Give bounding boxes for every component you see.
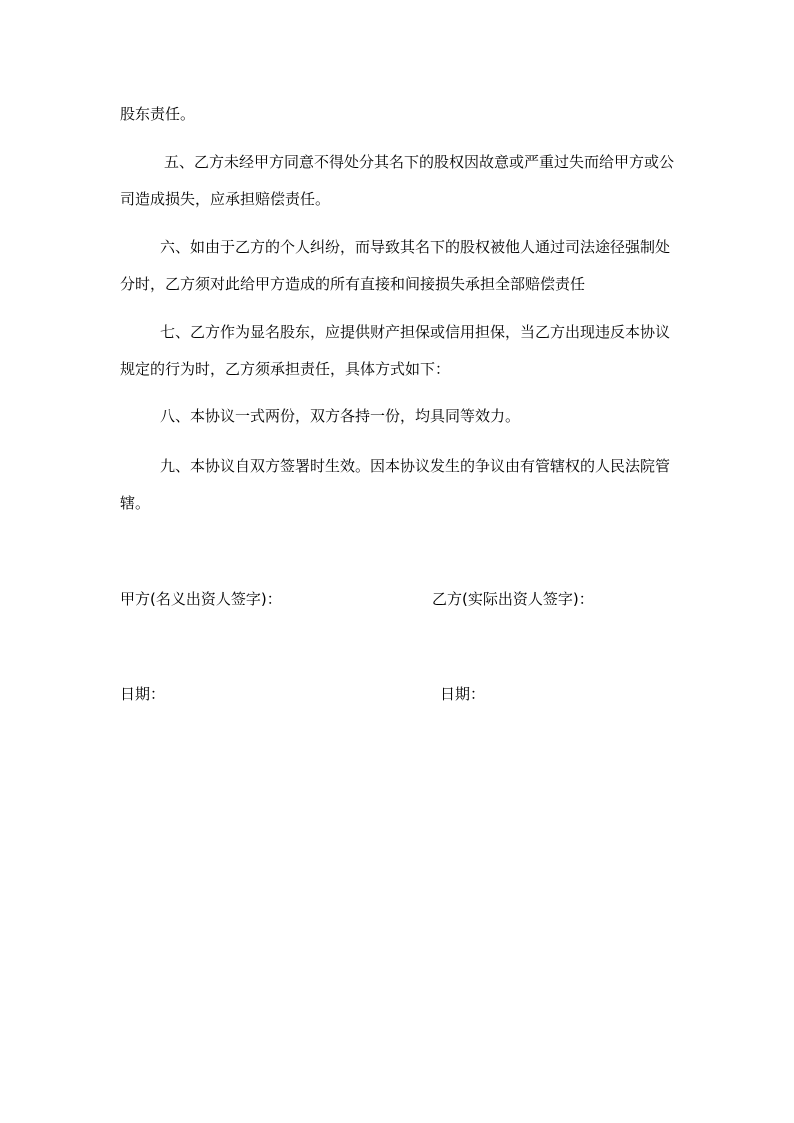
clause-six: 六、如由于乙方的个人纠纷，而导致其名下的股权被他人通过司法途径强制处分时，乙方须对此给甲方造成的所有直接和间接损失承担全部赔偿责任	[120, 238, 671, 293]
paragraph-continuation: 股东责任。	[120, 105, 196, 123]
clause-five: 五、乙方未经甲方同意不得处分其名下的股权因故意或严重过失而给甲方或公司造成损失，应承担赔偿责任。	[120, 153, 675, 208]
party-a-signature-label: 甲方(名义出资人签字)：	[120, 590, 282, 608]
party-b-signature-label: 乙方(实际出资人签字)：	[432, 590, 594, 608]
clause-seven: 七、乙方作为显名股东，应提供财产担保或信用担保，当乙方出现违反本协议规定的行为时，乙方须承担责任，具体方式如下：	[120, 323, 671, 378]
party-a-date-label: 日期：	[120, 685, 166, 703]
clause-eight: 八、本协议一式两份，双方各持一份，均具同等效力。	[160, 407, 521, 425]
clause-nine: 九、本协议自双方签署时生效。因本协议发生的争议由有管辖权的人民法院管辖。	[120, 457, 671, 512]
party-b-date-label: 日期：	[440, 685, 486, 703]
